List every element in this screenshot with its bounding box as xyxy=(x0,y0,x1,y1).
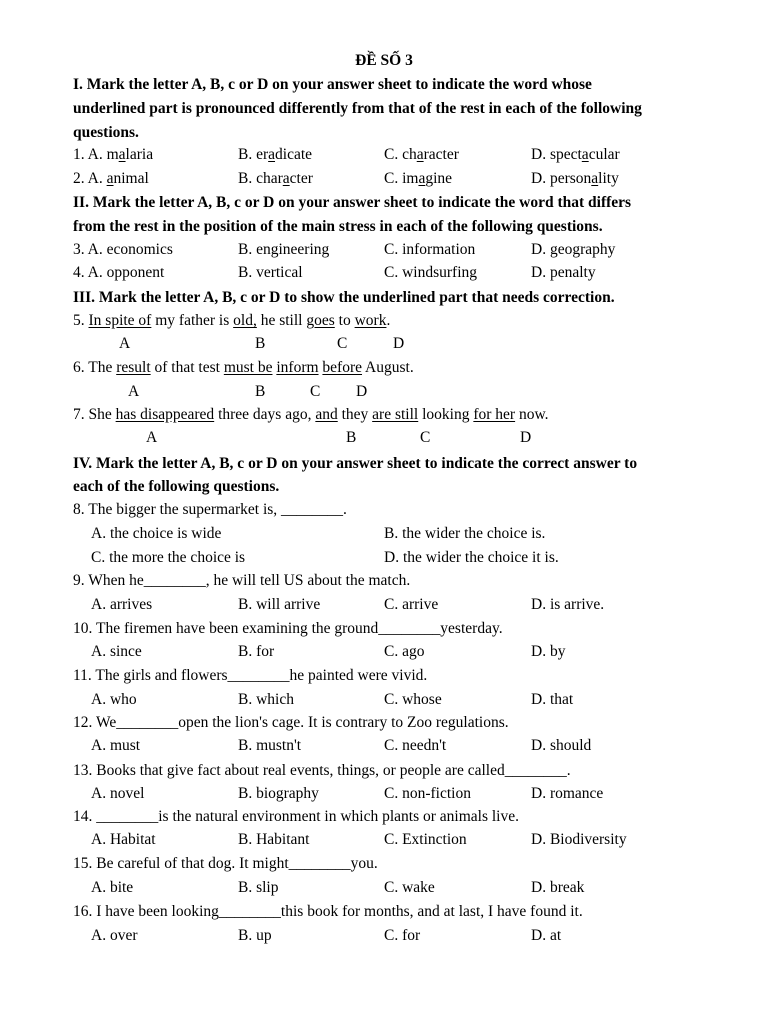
option-b: B. for xyxy=(238,643,275,660)
question-10-options xyxy=(73,644,753,662)
question-7-sentence: 7. She has disappeared three days ago, and they are still looking for her now. xyxy=(73,406,549,423)
option-c: C. imagine xyxy=(384,170,453,187)
option-c: C. non-fiction xyxy=(384,785,471,802)
question-15-stem: 15. Be careful of that dog. It might________you. xyxy=(73,855,378,872)
option-d: D. personality xyxy=(531,170,619,187)
question-7-letters xyxy=(0,430,768,448)
letter-c: C xyxy=(420,429,431,446)
question-8-stem: 8. The bigger the supermarket is, ________. xyxy=(73,501,347,518)
option-c: C. arrive xyxy=(384,596,439,613)
section-1-heading-line-1: I. Mark the letter A, B, c or D on your answer sheet to indicate the word whose xyxy=(73,76,592,93)
option-b: B. engineering xyxy=(238,241,330,258)
option-b: B. which xyxy=(238,691,294,708)
question-11-options xyxy=(73,692,753,710)
option-b: B. vertical xyxy=(238,264,303,281)
question-12-stem: 12. We________open the lion's cage. It is contrary to Zoo regulations. xyxy=(73,714,509,731)
letter-a: A xyxy=(128,383,140,400)
section-1-heading-line-2: underlined part is pronounced differently from that of the rest in each of the following xyxy=(73,100,642,117)
letter-c: C xyxy=(337,335,348,352)
option-a: 3. A. economics xyxy=(73,241,173,258)
section-2-heading-line-1: II. Mark the letter A, B, c or D on your answer sheet to indicate the word that differs xyxy=(73,194,632,211)
question-9-options xyxy=(73,597,753,615)
question-5-letters xyxy=(0,336,768,354)
section-4-heading-line-2: each of the following questions. xyxy=(73,478,280,495)
option-d: D. by xyxy=(531,643,566,660)
option-b: B. mustn't xyxy=(238,737,302,754)
question-8-options-row-2 xyxy=(73,550,753,568)
question-15-options xyxy=(73,880,753,898)
option-c: C. windsurfing xyxy=(384,264,477,281)
question-13-options xyxy=(73,786,753,804)
option-d: D. geography xyxy=(531,241,616,258)
option-d: D. romance xyxy=(531,785,604,802)
question-14-stem: 14. ________is the natural environment in which plants or animals live. xyxy=(73,808,519,825)
option-d: D. break xyxy=(531,879,585,896)
question-16-options xyxy=(73,928,753,946)
section-4-heading-line-1: IV. Mark the letter A, B, c or D on your answer sheet to indicate the correct answer to xyxy=(73,455,638,472)
option-c: C. needn't xyxy=(384,737,447,754)
question-1 xyxy=(73,147,753,165)
option-b: B. character xyxy=(238,170,313,187)
option-b: B. eradicate xyxy=(238,146,313,163)
option-c: C. wake xyxy=(384,879,435,896)
letter-b: B xyxy=(255,335,266,352)
letter-d: D xyxy=(520,429,532,446)
question-8-options-row-1 xyxy=(73,526,753,544)
question-3 xyxy=(73,242,753,260)
option-a: A. arrives xyxy=(91,596,153,613)
question-10-stem: 10. The firemen have been examining the ground________yesterday. xyxy=(73,620,503,637)
option-a: 4. A. opponent xyxy=(73,264,165,281)
question-6-sentence: 6. The result of that test must be inform before August. xyxy=(73,359,414,376)
question-4 xyxy=(73,265,753,283)
option-a: 1. A. malaria xyxy=(73,146,154,163)
option-d: D. Biodiversity xyxy=(531,831,627,848)
question-16-stem: 16. I have been looking________this book for months, and at last, I have found it. xyxy=(73,903,583,920)
option-a: A. must xyxy=(91,737,141,754)
option-a: A. Habitat xyxy=(91,831,156,848)
question-5-sentence: 5. In spite of my father is old, he still goes to work. xyxy=(73,312,391,329)
option-b: B. the wider the choice is. xyxy=(384,525,546,542)
option-c: C. whose xyxy=(384,691,442,708)
option-a: A. bite xyxy=(91,879,134,896)
question-12-options xyxy=(73,738,753,756)
question-6-letters xyxy=(0,384,768,402)
option-c: C. information xyxy=(384,241,476,258)
option-d: D. at xyxy=(531,927,562,944)
option-b: B. biography xyxy=(238,785,319,802)
option-d: D. that xyxy=(531,691,574,708)
option-a: A. who xyxy=(91,691,137,708)
section-2-heading-line-2: from the rest in the position of the main stress in each of the following questions. xyxy=(73,218,603,235)
option-d: D. is arrive. xyxy=(531,596,605,613)
option-a: 2. A. animal xyxy=(73,170,149,187)
option-a: A. novel xyxy=(91,785,145,802)
option-d: D. penalty xyxy=(531,264,596,281)
letter-d: D xyxy=(356,383,368,400)
letter-a: A xyxy=(146,429,158,446)
option-d: D. the wider the choice it is. xyxy=(384,549,559,566)
option-b: B. will arrive xyxy=(238,596,321,613)
section-3-heading: III. Mark the letter A, B, c or D to show the underlined part that needs correction. xyxy=(73,289,615,306)
option-c: C. for xyxy=(384,927,421,944)
option-d: D. spectacular xyxy=(531,146,620,163)
letter-b: B xyxy=(346,429,357,446)
option-c: C. character xyxy=(384,146,459,163)
option-c: C. ago xyxy=(384,643,425,660)
option-b: B. slip xyxy=(238,879,279,896)
question-14-options xyxy=(73,832,753,850)
option-c: C. Extinction xyxy=(384,831,467,848)
letter-b: B xyxy=(255,383,266,400)
letter-d: D xyxy=(393,335,405,352)
letter-c: C xyxy=(310,383,321,400)
question-13-stem: 13. Books that give fact about real events, things, or people are called________. xyxy=(73,762,571,779)
option-b: B. Habitant xyxy=(238,831,310,848)
option-c: C. the more the choice is xyxy=(91,549,246,566)
option-b: B. up xyxy=(238,927,272,944)
section-1-heading-line-3: questions. xyxy=(73,124,139,141)
option-a: A. since xyxy=(91,643,142,660)
option-a: A. over xyxy=(91,927,138,944)
question-9-stem: 9. When he________, he will tell US about the match. xyxy=(73,572,411,589)
letter-a: A xyxy=(119,335,131,352)
question-11-stem: 11. The girls and flowers________he painted were vivid. xyxy=(73,667,428,684)
option-a: A. the choice is wide xyxy=(91,525,222,542)
option-d: D. should xyxy=(531,737,592,754)
question-2 xyxy=(73,171,753,189)
page-title: ĐỀ SỐ 3 xyxy=(355,52,413,69)
